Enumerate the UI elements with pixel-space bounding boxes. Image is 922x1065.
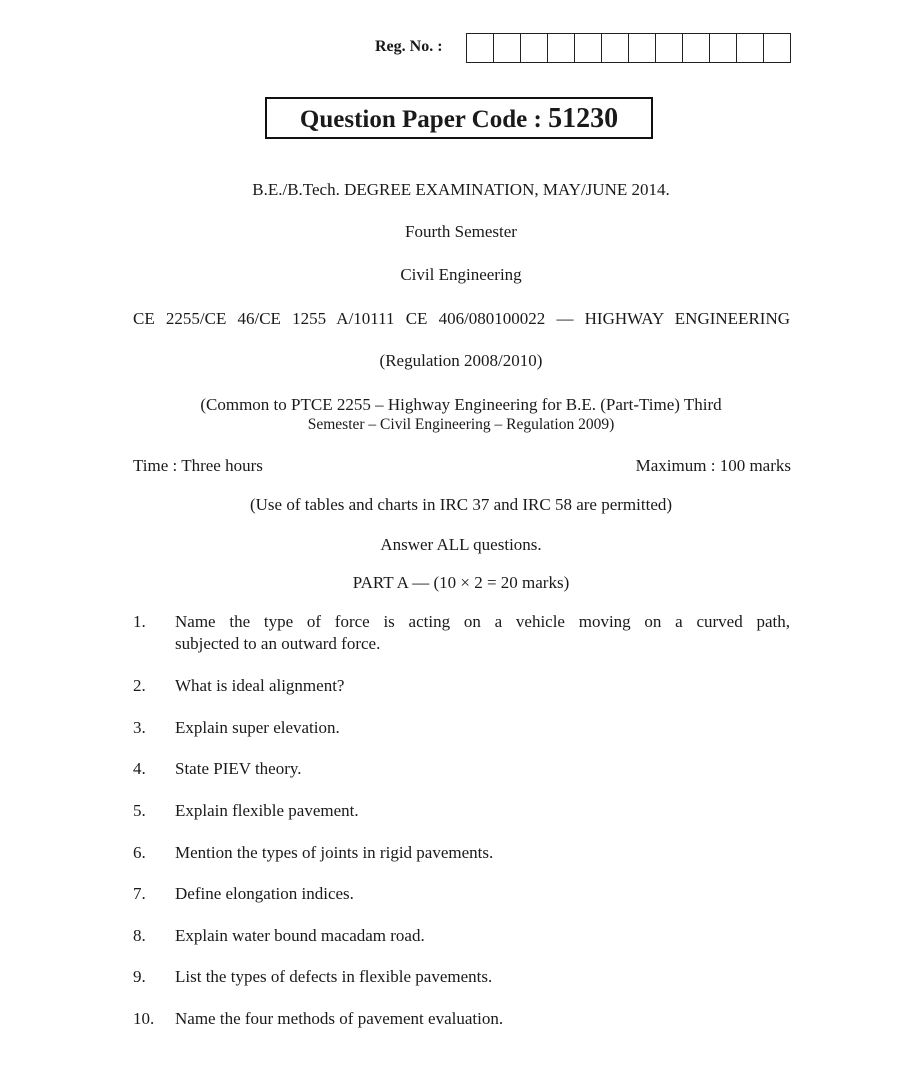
reg-no-box bbox=[494, 34, 521, 62]
question-number: 5. bbox=[133, 801, 146, 820]
paper-code: 51230 bbox=[548, 103, 619, 134]
question-text: What is ideal alignment? bbox=[175, 676, 345, 695]
question-number: 2. bbox=[133, 676, 146, 695]
question-number: 4. bbox=[133, 759, 146, 778]
question-text: Explain super elevation. bbox=[175, 718, 340, 737]
question-number: 7. bbox=[133, 884, 146, 903]
question-number: 9. bbox=[133, 967, 146, 986]
question-number: 3. bbox=[133, 718, 146, 737]
reg-no-box bbox=[683, 34, 710, 62]
exam-title: B.E./B.Tech. DEGREE EXAMINATION, MAY/JUNE 2014. bbox=[252, 180, 670, 199]
paper-code-label: Question Paper Code : bbox=[299, 106, 542, 133]
reg-no-box bbox=[710, 34, 737, 62]
part-a-heading: PART A — (10 × 2 = 20 marks) bbox=[352, 573, 570, 592]
question-text: List the types of defects in flexible pavements. bbox=[175, 967, 493, 986]
max-marks: Maximum : 100 marks bbox=[635, 456, 791, 475]
question-number: 8. bbox=[133, 926, 146, 945]
question-paper-code-box bbox=[265, 97, 653, 139]
question-text: Explain water bound macadam road. bbox=[175, 926, 425, 945]
subject: CE 2255/CE 46/CE 1255 A/10111 CE 406/080100022 — HIGHWAY ENGINEERING bbox=[133, 309, 790, 328]
reg-no-box bbox=[575, 34, 602, 62]
question-number: 10. bbox=[133, 1009, 155, 1028]
question-text: State PIEV theory. bbox=[175, 759, 302, 778]
reg-no-box bbox=[521, 34, 548, 62]
reg-no-box bbox=[629, 34, 656, 62]
question-number: 1. bbox=[133, 612, 146, 631]
reg-no-box bbox=[764, 34, 790, 62]
instruction: Answer ALL questions. bbox=[380, 535, 542, 554]
regulation: (Regulation 2008/2010) bbox=[379, 351, 543, 370]
reg-no-label: Reg. No. : bbox=[375, 38, 443, 55]
question-text: Mention the types of joints in rigid pavements. bbox=[175, 843, 494, 862]
question-text: Define elongation indices. bbox=[175, 884, 354, 903]
question-text: Name the four methods of pavement evaluation. bbox=[175, 1009, 504, 1028]
branch: Civil Engineering bbox=[400, 265, 522, 284]
question-text: Explain flexible pavement. bbox=[175, 801, 359, 820]
reg-no-boxes bbox=[466, 33, 791, 63]
reg-no-box bbox=[548, 34, 575, 62]
common-line-2: Semester – Civil Engineering – Regulation 2009) bbox=[307, 416, 615, 433]
common-line-1: (Common to PTCE 2255 – Highway Engineering for B.E. (Part-Time) Third bbox=[200, 395, 722, 414]
reg-no-box bbox=[737, 34, 764, 62]
reg-no-box bbox=[467, 34, 494, 62]
tables-note: (Use of tables and charts in IRC 37 and IRC 58 are permitted) bbox=[249, 495, 673, 514]
question-text: Name the type of force is acting on a vehicle moving on a curved path, bbox=[175, 612, 790, 631]
question-text-continued: subjected to an outward force. bbox=[175, 634, 381, 653]
semester: Fourth Semester bbox=[405, 222, 517, 241]
time: Time : Three hours bbox=[133, 456, 263, 475]
reg-no-box bbox=[602, 34, 629, 62]
question-number: 6. bbox=[133, 843, 146, 862]
reg-no-box bbox=[656, 34, 683, 62]
